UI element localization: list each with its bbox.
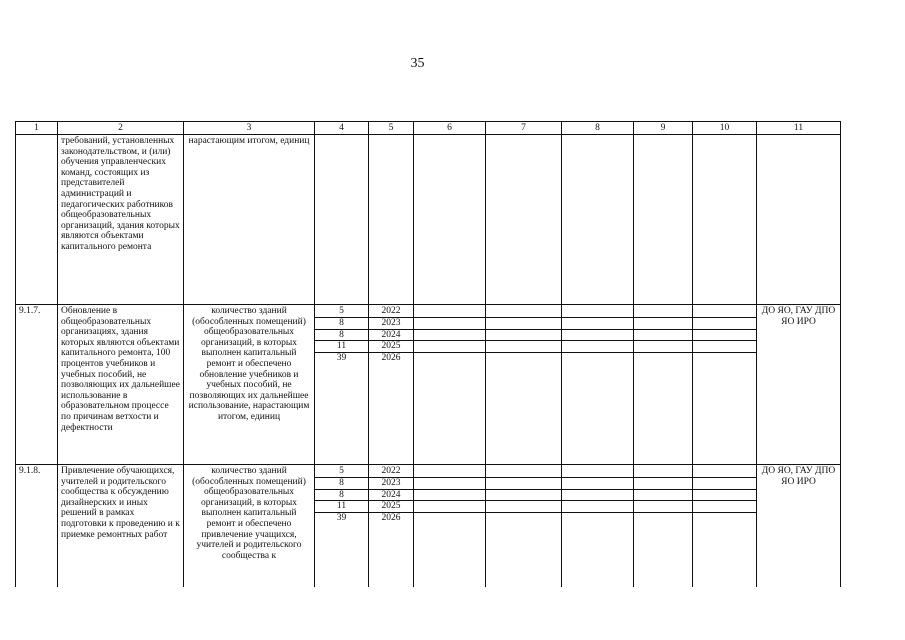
empty-cell <box>562 305 634 465</box>
year-cell: 2025 <box>369 501 413 513</box>
row-values <box>315 305 369 465</box>
row-responsible <box>757 135 841 305</box>
value-cell: 8 <box>315 330 368 342</box>
empty-cell <box>414 305 486 465</box>
empty-cell <box>693 465 757 587</box>
table-row <box>16 305 841 465</box>
value-cell: 5 <box>315 306 368 318</box>
program-table <box>15 121 841 587</box>
header-cell: 4 <box>315 122 369 135</box>
header-row <box>16 122 841 135</box>
empty-cell <box>634 305 693 465</box>
row-values <box>315 465 369 587</box>
header-cell: 1 <box>16 122 58 135</box>
row-name: Обновление в общеобразовательных организациях, здания которых являются объектами капитального ремонта, 100 процентов учебников и учебных пособий, не позволяющих их дальнейшее использование в образовательном процессе по причинам ветхости и дефектности <box>58 305 184 465</box>
empty-cell <box>486 305 562 465</box>
table-row <box>16 465 841 587</box>
value-cell: 8 <box>315 478 368 490</box>
row-years <box>369 135 414 305</box>
value-cell: 8 <box>315 490 368 502</box>
year-cell: 2023 <box>369 318 413 330</box>
page-number: 35 <box>410 56 425 71</box>
year-cell: 2025 <box>369 341 413 353</box>
header-cell: 2 <box>58 122 184 135</box>
row-years <box>369 465 414 587</box>
empty-cell <box>486 465 562 587</box>
row-number <box>16 135 58 305</box>
empty-cell <box>414 135 486 305</box>
row-responsible: ДО ЯО, ГАУ ДПО ЯО ИРО <box>757 465 841 587</box>
empty-cell <box>693 135 757 305</box>
header-cell: 8 <box>562 122 634 135</box>
table-row <box>16 135 841 305</box>
header-cell: 5 <box>369 122 414 135</box>
value-cell: 39 <box>336 353 347 364</box>
year-cell: 2024 <box>369 330 413 342</box>
header-cell: 3 <box>184 122 315 135</box>
year-cell: 2026 <box>381 513 401 524</box>
value-cell: 11 <box>315 501 368 513</box>
header-cell: 10 <box>693 122 757 135</box>
empty-cell <box>486 135 562 305</box>
empty-cell <box>562 465 634 587</box>
row-responsible: ДО ЯО, ГАУ ДПО ЯО ИРО <box>757 305 841 465</box>
year-cell: 2024 <box>369 490 413 502</box>
value-cell: 8 <box>315 318 368 330</box>
year-cell: 2022 <box>369 466 413 478</box>
header-cell: 11 <box>757 122 841 135</box>
header-cell: 7 <box>486 122 562 135</box>
empty-cell <box>414 465 486 587</box>
header-cell: 6 <box>414 122 486 135</box>
empty-cell <box>634 135 693 305</box>
empty-cell <box>634 465 693 587</box>
row-values <box>315 135 369 305</box>
value-cell: 39 <box>336 513 347 524</box>
row-name: Привлечение обучающихся, учителей и родительского сообщества к обсуждению дизайнерских и иных решений в рамках подготовки к проведению и к приемке ремонтных работ <box>58 465 184 587</box>
year-cell: 2026 <box>381 353 401 364</box>
year-cell: 2022 <box>369 306 413 318</box>
row-years <box>369 305 414 465</box>
row-indicator: количество зданий (обособленных помещений) общеобразовательных организаций, в которых выполнен капитальный ремонт и обеспечено привлечение учащихся, учителей и родительского сообщества к <box>184 465 315 587</box>
value-cell: 5 <box>315 466 368 478</box>
empty-cell <box>562 135 634 305</box>
row-indicator: нарастающим итогом, единиц <box>184 135 315 305</box>
row-number: 9.1.7. <box>16 305 58 465</box>
empty-cell <box>693 305 757 465</box>
row-number: 9.1.8. <box>16 465 58 587</box>
row-indicator: количество зданий (обособленных помещений) общеобразовательных организаций, в которых выполнен капитальный ремонт и обеспечено обновление учебников и учебных пособий, не позволяющих их дальнейшее использование, нарастающим итогом, единиц <box>184 305 315 465</box>
header-cell: 9 <box>634 122 693 135</box>
row-name: требований, установленных законодательством, и (или) обучения управленческих команд, состоящих из представителей администраций и педагогических работников общеобразовательных организаций, здания которых являются объектами капитального ремонта <box>58 135 184 305</box>
value-cell: 11 <box>315 341 368 353</box>
year-cell: 2023 <box>369 478 413 490</box>
